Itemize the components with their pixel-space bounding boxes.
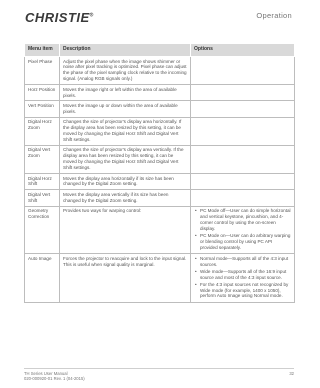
- menu-item-description: Forces the projector to reacquire and lock to the input signal. This is useful when signal quality is marginal.: [60, 254, 191, 303]
- menu-item-options: [191, 254, 295, 303]
- menu-item-name: Digital Horz Shift: [25, 174, 60, 190]
- menu-options-table: [24, 43, 295, 303]
- column-header-description: Description: [60, 44, 191, 57]
- menu-item-name: Digital Horz Zoom: [25, 117, 60, 145]
- table-row: [25, 206, 295, 254]
- menu-item-options: [191, 145, 295, 173]
- table-row: [25, 254, 295, 303]
- table-row: [25, 174, 295, 190]
- option-list-item: • PC Mode on—User can do arbitrary warping or blending control by using PC API provided separately.: [200, 233, 291, 251]
- footer-doc-number: 020-000920-01 Rev. 1 (04-2015): [24, 376, 85, 381]
- table-row: [25, 57, 295, 85]
- menu-item-name: Digital Vert Shift: [25, 190, 60, 206]
- menu-item-description: Changes the size of projector's display area vertically. If the display area has been resized by this setting, it can be moved by changing the Digital Horz Shift and Digital Vert Shift settings.: [60, 145, 191, 173]
- footer-document-info: [24, 371, 85, 381]
- menu-item-name: Vert Position: [25, 101, 60, 117]
- menu-item-description: Moves the display area vertically if its size has been changed by the Digital Zoom setting.: [60, 190, 191, 206]
- options-list: [194, 208, 291, 250]
- table-header: [25, 44, 295, 57]
- menu-item-options: [191, 57, 295, 85]
- menu-item-description: Provides two ways for warping control:: [60, 206, 191, 254]
- menu-item-name: Auto Image: [25, 254, 60, 303]
- options-list: [194, 256, 291, 299]
- footer-manual-title: TH Series User Manual: [24, 371, 68, 376]
- table-row: [25, 117, 295, 145]
- menu-item-description: Changes the size of projector's display area horizontally. If the display area has been resized by this setting, it can be moved by changing the Digital Horz Shift and Digital Vert Shift settings.: [60, 117, 191, 145]
- menu-item-description: Adjust the pixel phase when the image shows shimmer or noise after pixel tracking is optimized. Pixel phase can adjust the phase of the pixel sampling clock relative to the incoming signal. (Analog RGB signals only.): [60, 57, 191, 85]
- table-body: [25, 57, 295, 303]
- menu-item-options: [191, 85, 295, 101]
- menu-item-options: [191, 101, 295, 117]
- logo-trademark: ®: [89, 12, 94, 19]
- menu-item-name: Geometry Correction: [25, 206, 60, 254]
- table-row: [25, 145, 295, 173]
- option-list-item: • Wide mode—Supports all of the 16:9 input source and most of the 4:3 input source.: [200, 269, 291, 281]
- option-list-item: • PC Mode off—User can do simple horizontal and vertical keystone, pincushion, and 4-corner control by using the on-screen display.: [200, 208, 291, 232]
- menu-item-description: Moves the display area horizontally if its size has been changed by the Digital Zoom setting.: [60, 174, 191, 190]
- page-number: 32: [289, 371, 294, 376]
- menu-item-description: Moves the image up or down within the area of available pixels.: [60, 101, 191, 117]
- table-row: [25, 101, 295, 117]
- column-header-menu-item: Menu item: [25, 44, 60, 57]
- column-header-options: Options: [191, 44, 295, 57]
- table-row: [25, 85, 295, 101]
- option-list-item: • For the 4:3 input sources not recognized by Wide mode (for example, 1400 x 1050), perform Auto Image using Normal mode.: [200, 282, 291, 300]
- menu-item-name: Digital Vert Zoom: [25, 145, 60, 173]
- footer-divider: [24, 368, 294, 369]
- menu-item-name: Pixel Phase: [25, 57, 60, 85]
- christie-logo: [25, 10, 94, 25]
- menu-item-options: [191, 117, 295, 145]
- menu-item-options: [191, 206, 295, 254]
- menu-item-description: Moves the image right or left within the area of available pixels.: [60, 85, 191, 101]
- section-title: Operation: [256, 11, 292, 20]
- logo-text: CHRISTIE: [25, 10, 90, 25]
- menu-item-options: [191, 190, 295, 206]
- menu-item-options: [191, 174, 295, 190]
- option-list-item: • Normal mode—Supports all of the 4:3 input sources.: [200, 256, 291, 268]
- table-row: [25, 190, 295, 206]
- page-header: [0, 0, 300, 38]
- menu-item-name: Horz Position: [25, 85, 60, 101]
